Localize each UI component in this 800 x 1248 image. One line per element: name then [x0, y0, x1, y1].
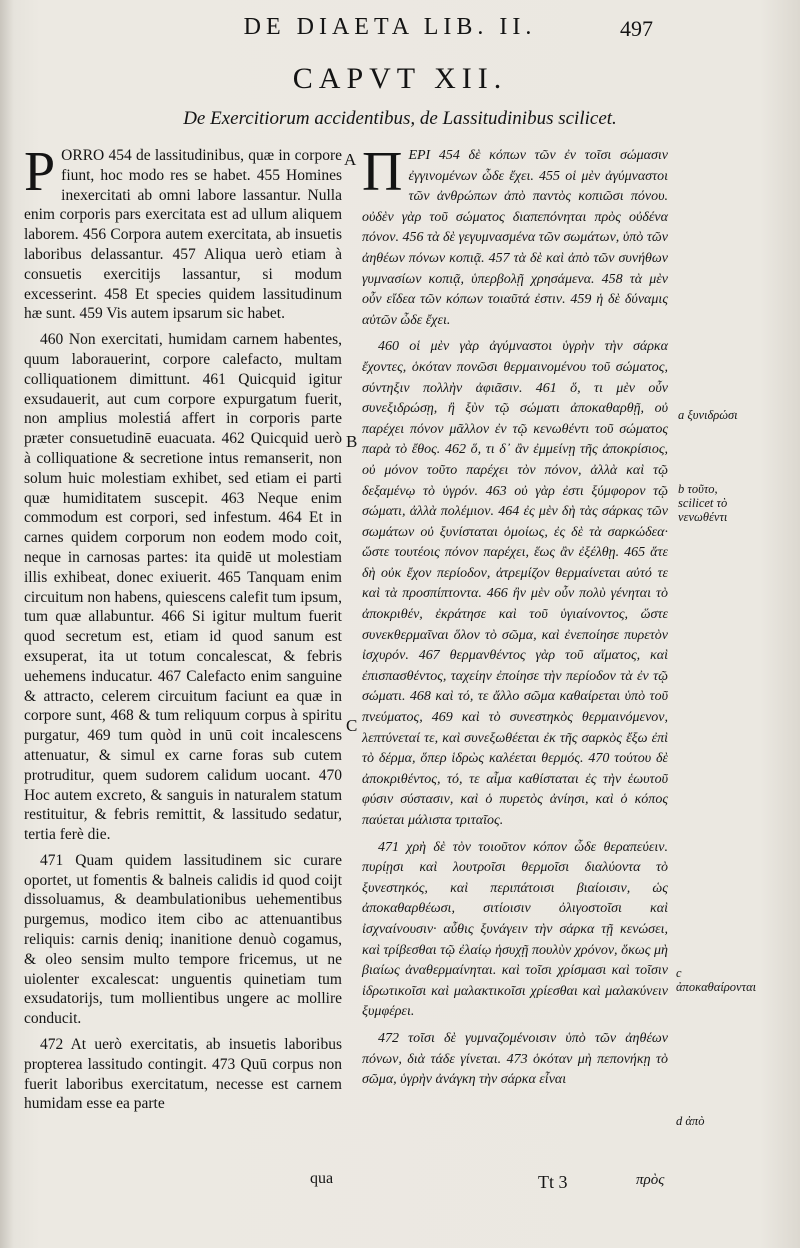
- marginal-note-c: c ἀποκαθαίρονται: [676, 966, 757, 994]
- marginal-note-b: b τοῦτο, scilicet τὸ νενωθέντι: [678, 482, 728, 524]
- chapter-title: CAPVT XII.: [292, 62, 508, 95]
- latin-paragraph: 460 Non exercitati, humidam carnem habentes, quum laborauerint, corpore calefacto, multam colliquationem dimittunt. 461 Quicquid igitur exsudauerit, aut cum corpore expurgatum fuerit, non amplius molestiá affert in corporis parte præter consuetudinē euacuata. 462 Quicquid uerò à colliquatione & secretione intus remanserit, non solum huic molestiam exhibet, sed etiam ei parti quæ humiditatem suscepit. 463 Neque enim commodum est corpori, sed infestum. 464 Et in carnes quidem corporum non eodem modo coit, neque in carnosas partes: ita quidē ut molestiam illis exhibeat, donec exiuerit. 465 Tanquam enim circuitum non habens, quiescens calefit tum ipsum, tum quæ allabuntur. 466 Si igitur multum fuerit quod secretum est, etiam id quod sanum est exsuperat, ita ut totum concalescat, & febris uehemens inducatur. 467 Calefacto enim sanguine & attracto, celerem circuitum faciunt ea quæ in corpore sunt, 468 & tum reliquum corpus à spiritu purgatur, 469 tum quòd in unū coit incalescens attenuatur, & simul ex carne foras sub cutem protruditur, quem sudorem calidum uocant. 470 Hoc autem excreto, & sanguis in naturalem statum restituitur, & febris remittit, & lassitudo sedatur, tertia ferè die.: [24, 331, 342, 844]
- latin-paragraph-text: ORRO 454 de lassitudinibus, quæ in corpore fiunt, hoc modo res se habet. 455 Homines inexercitati ab omni labore lassantur. Nulla enim corporis pars exercitata est ad ullum aliquem laborem. 456 Corpora autem exercitata, ab insuetis laboribus delassantur. 457 Aliqua uerò etiam à consuetis exercitijs lassantur, si modum excesserint. 458 Et species quidem lassitudinum hæ sunt. 459 Vis autem ipsarum sic habet.: [24, 147, 342, 323]
- section-marker-a: A: [344, 150, 357, 169]
- greek-dropcap: Π: [362, 141, 403, 203]
- greek-catchword: πρὸς: [636, 1172, 665, 1188]
- greek-column: [362, 141, 668, 1097]
- latin-paragraph: 471 Quam quidem lassitudinem sic curare oportet, ut fomentis & balneis calidis id quod coijt dissoluamus, & deambulationibus uehementibus purgemus, modico item cibo ac attenuantibus reliquis: carnis deniq; inanitione denuò cogamus, & oleo sensim multo tempore fricemus, ut ne uiolenter excalescat: unguentis quinetiam tum exsudatorijs, tum mollientibus ungere ac mollire conducit.: [24, 851, 342, 1028]
- latin-column: [24, 141, 342, 1120]
- signature-mark: Tt 3: [538, 1172, 568, 1192]
- greek-paragraph: 472 τοῖσι δὲ γυμναζομένοισιν ὑπὸ τῶν ἀηθέων πόνων, διὰ τάδε γίνεται. 473 ὁκόταν μὴ πεπονήκῃ τὸ σῶμα, ὑγρὴν ἀνάγκη τὴν σάρκα εἶναι: [362, 1030, 668, 1088]
- marginal-note-d: d ἀπὸ: [676, 1114, 705, 1128]
- greek-paragraph: 471 χρὴ δὲ τὸν τοιοῦτον κόπον ὧδε θεραπεύειν. πυρίῃσι καὶ λουτροῖσι θερμοῖσι διαλύοντα τὸ ξυνεστηκός, καὶ περιπάτοισι βιαίοισιν, ὡς ἀποκαθαρθέωσι, σιτίοισιν ὀλιγοστοῖσι καὶ ἰσχναίνουσιν· αὖθις ξυνάγειν τὴν σάρκα τῇ κενώσει, καὶ τρίβεσθαι τῷ ἐλαίῳ ἡσυχῇ πουλὺν χρόνον, ὅκως μὴ βιαίως ἀναθερμαίνηται. καὶ τοῖσι χρίσμασι καὶ τοῖσιν ἱδρωτικοῖσι καὶ μαλακτικοῖσι χρίεσθαι καὶ μαλακύνειν ξυμφέρει.: [362, 839, 668, 1020]
- chapter-subtitle: De Exercitiorum accidentibus, de Lassitudinibus scilicet.: [183, 108, 617, 129]
- running-head: DE DIAETA LIB. II.: [243, 14, 537, 40]
- greek-paragraph: 460 οἱ μὲν γὰρ ἀγύμναστοι ὑγρὴν τὴν σάρκα ἔχοντες, ὁκόταν πονῶσι θερμαινομένου τοῦ σώματος, σύντηξιν πολλὴν ἀφιᾶσιν. 461 ὅ, τι μὲν οὖν συνεξιδρώσῃ, ἢ ξὺν τῷ σώματι ἀποκαθαρθῇ, οὐ παρέχει πόνον μᾶλλον ἐν τῷ κενωθέντι τοῦ σώματος παρὰ τὸ ἔθος. 462 ὅ, τι δ᾽ ἂν ἐμμείνῃ τῆς ἀποκρίσιος, οὐ μόνον τοῦτο παρέχει τὸν πόνον, ἀλλὰ καὶ τῷ δεξαμένῳ τὸ ὑγρόν. 463 οὐ γὰρ ἐστι ξύμφορον τῷ σώματι, ἀλλὰ πολέμιον. 464 ἐς μὲν δὴ τὰς σάρκας τῶν σωμάτων οὐ ξυνίσταται ὁμοίως, ἐς δὲ τὰ σαρκώδεα· ὥστε τουτέοις πόνον παρέχει, ἕως ἂν ἐξέλθῃ. 465 ἅτε δὴ οὐκ ἔχον περίοδον, ἀτρεμίζον θερμαίνεται αὐτό τε καὶ τὰ προσπίπτοντα. 466 ἢν μὲν οὖν πολὺ γένηται τὸ ἀποκριθέν, ἐκράτησε καὶ τοῦ ὑγιαίνοντος, ὥστε συνεκθερμαῖναι ὅλον τὸ σῶμα, καὶ ἐνεποίησε πυρετὸν ἰσχυρόν. 467 θερμανθέντος γὰρ τοῦ αἵματος, καὶ ἐπισπασθέντος, ταχείην ἐποίησε τὴν περίοδον τὰ ἐν τῷ σώματι. 468 καὶ τό, τε ἄλλο σῶμα καθαίρεται ὑπὸ τοῦ πνεύματος, 469 καὶ τὸ συνεστηκὸς θερμαινόμενον, λεπτύνεταί τε, καὶ συνεξωθέεται ἐκ τῆς σαρκὸς ἔξω ἐπὶ τὸ δέρμα, ὅπερ ἱδρὼς καλέεται θερμός. 470 τούτου δὲ ἀποκριθέντος, τό, τε αἷμα καθίσταται ἐς τὴν ἑωυτοῦ φύσιν σύστασιν, καὶ ὁ πυρετὸς ἀνίησι, καὶ ὁ κόπος παύεται μάλιστα τριταῖος.: [362, 339, 668, 828]
- greek-paragraph-text: ΕΡΙ 454 δὲ κόπων τῶν ἐν τοῖσι σώμασιν ἐγγινομένων ὧδε ἔχει. 455 οἱ μὲν ἀγύμναστοι τῶν ἀνθρώπων ἀπὸ παντὸς κοπιῶσι πόνου. οὐδὲν γὰρ τοῦ σώματος διαπεπόνηται πρὸς οὐδένα πόνον. 456 τὰ δὲ γεγυμνασμένα τῶν σωμάτων, ὑπὸ τῶν ἀηθέων πόνων κοπιᾷ. 457 τὰ δὲ καὶ ἀπὸ τῶν συνήθων γυμνασίων κοπιᾷ, ὑπερβολῇ χρησάμενα. 458 τὰ μὲν οὖν εἴδεα τῶν κόπων τοιαῦτά ἐστιν. 459 ἡ δὲ δύναμις αὐτῶν ὧδε ἔχει.: [362, 148, 668, 328]
- latin-paragraph: [24, 141, 342, 324]
- latin-paragraph: 472 At uerò exercitatis, ab insuetis laboribus propterea lassitudo contingit. 473 Quū corpus non fuerit laboribus exercitatum, necesse est carnem humidam esse ea parte: [24, 1036, 342, 1113]
- latin-dropcap: P: [24, 141, 56, 203]
- section-marker-c: C: [346, 716, 358, 735]
- page-number: 497: [620, 16, 653, 41]
- greek-paragraph: [362, 141, 668, 331]
- latin-catchword: qua: [310, 1170, 334, 1187]
- section-marker-b: B: [346, 432, 358, 451]
- marginal-note-a: a ξυνιδρώσι: [678, 408, 738, 422]
